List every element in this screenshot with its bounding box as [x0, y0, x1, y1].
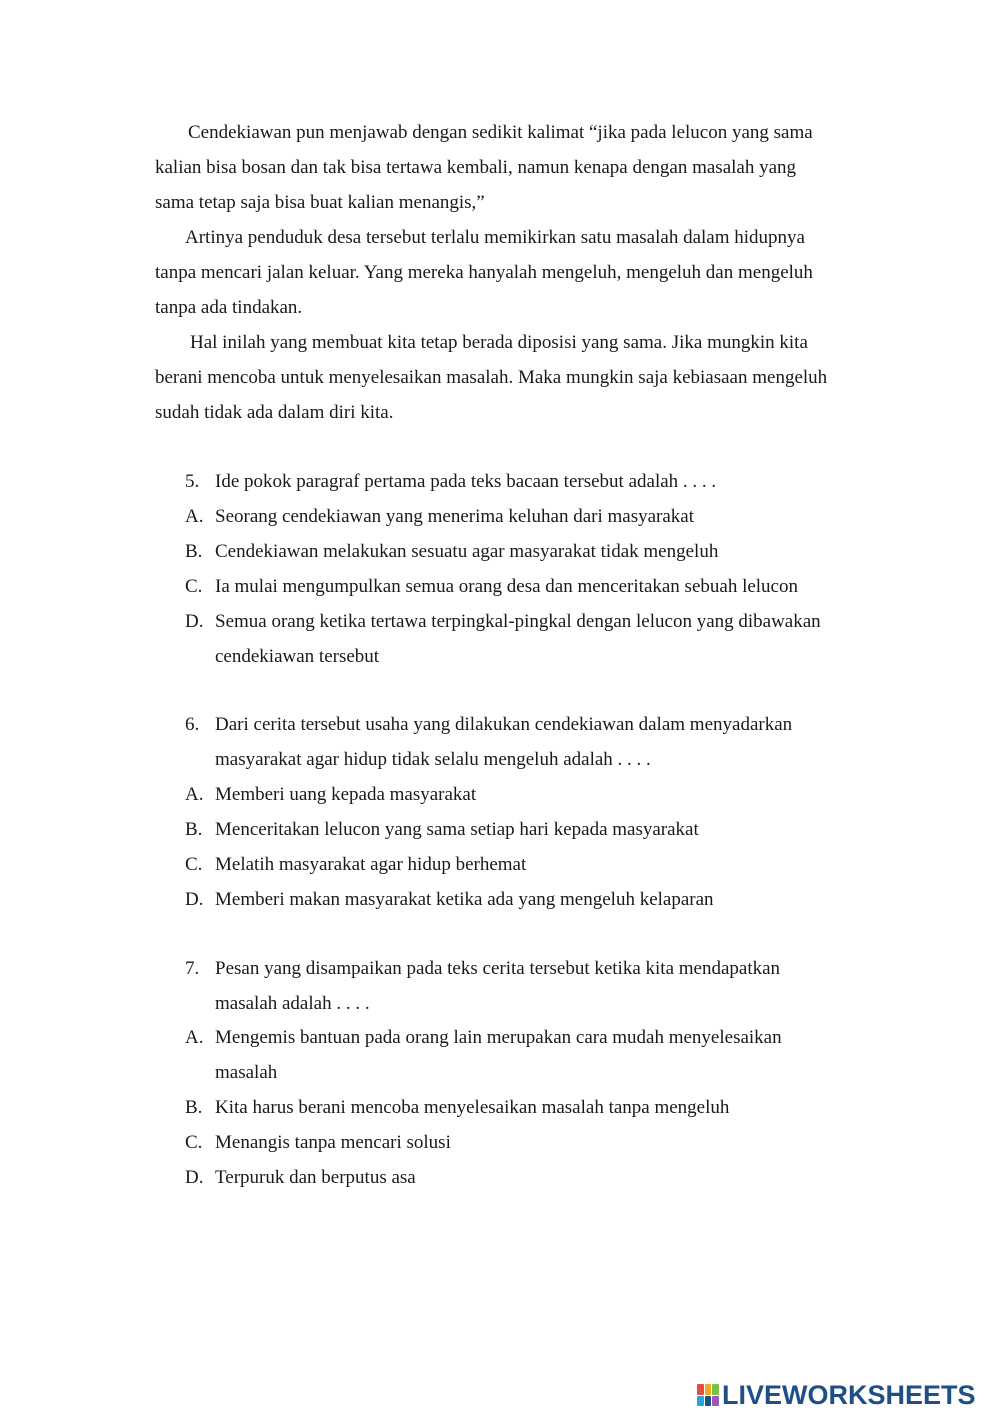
passage-p3-line-2: berani mencoba untuk menyelesaikan masalah. Maka mungkin saja kebiasaan mengeluh [155, 367, 828, 388]
option-letter: C. [185, 1132, 203, 1153]
option-text: Memberi makan masyarakat ketika ada yang mengeluh kelaparan [215, 889, 714, 910]
option-letter: C. [185, 854, 203, 875]
option-letter: B. [185, 819, 203, 840]
option-letter: B. [185, 1097, 203, 1118]
option-text: Mengemis bantuan pada orang lain merupakan cara mudah menyelesaikan [215, 1027, 782, 1048]
option-text: Kita harus berani mencoba menyelesaikan masalah tanpa mengeluh [215, 1097, 730, 1118]
option-text: Menceritakan lelucon yang sama setiap hari kepada masyarakat [215, 819, 699, 840]
liveworksheets-logo [697, 1380, 976, 1410]
option-letter: B. [185, 541, 203, 562]
option-letter: A. [185, 506, 204, 527]
passage-p3-line-1: Hal inilah yang membuat kita tetap berada diposisi yang sama. Jika mungkin kita [190, 332, 808, 353]
passage-p2-line-1: Artinya penduduk desa tersebut terlalu memikirkan satu masalah dalam hidupnya [185, 227, 805, 248]
question-number: 5. [185, 471, 200, 492]
question-number: 6. [185, 714, 200, 735]
option-text: Ia mulai mengumpulkan semua orang desa dan menceritakan sebuah lelucon [215, 576, 798, 597]
option-text: Memberi uang kepada masyarakat [215, 784, 477, 805]
option-text-continued: cendekiawan tersebut [215, 646, 380, 667]
question-text: Dari cerita tersebut usaha yang dilakukan cendekiawan dalam menyadarkan [215, 714, 793, 735]
logo-text: LIVEWORKSHEETS [722, 1380, 976, 1410]
option-text: Semua orang ketika tertawa terpingkal-pingkal dengan lelucon yang dibawakan [215, 611, 821, 632]
option-letter: A. [185, 1027, 204, 1048]
option-letter: D. [185, 1167, 204, 1188]
passage-p3-line-3: sudah tidak ada dalam diri kita. [155, 402, 394, 423]
liveworksheets-logo-mark-icon [697, 1384, 719, 1406]
option-text: Terpuruk dan berputus asa [215, 1167, 416, 1188]
question-text: Ide pokok paragraf pertama pada teks bacaan tersebut adalah . . . . [215, 471, 717, 492]
passage-p1-line-1: Cendekiawan pun menjawab dengan sedikit kalimat “jika pada lelucon yang sama [188, 122, 813, 143]
question-text-continued: masalah adalah . . . . [215, 993, 370, 1014]
option-text: Menangis tanpa mencari solusi [215, 1132, 451, 1153]
passage-p2-line-2: tanpa mencari jalan keluar. Yang mereka hanyalah mengeluh, mengeluh dan mengeluh [155, 262, 813, 283]
option-letter: D. [185, 889, 204, 910]
option-letter: C. [185, 576, 203, 597]
option-text-continued: masalah [215, 1062, 278, 1083]
option-letter: D. [185, 611, 204, 632]
passage-p1-line-3: sama tetap saja bisa buat kalian menangis,” [155, 192, 485, 213]
question-text: Pesan yang disampaikan pada teks cerita tersebut ketika kita mendapatkan [215, 958, 781, 979]
question-text-continued: masyarakat agar hidup tidak selalu mengeluh adalah . . . . [215, 749, 651, 770]
question-number: 7. [185, 958, 200, 979]
option-text: Melatih masyarakat agar hidup berhemat [215, 854, 527, 875]
option-text: Cendekiawan melakukan sesuatu agar masyarakat tidak mengeluh [215, 541, 719, 562]
passage-p1-line-2: kalian bisa bosan dan tak bisa tertawa kembali, namun kenapa dengan masalah yang [155, 157, 797, 178]
passage-p2-line-3: tanpa ada tindakan. [155, 297, 303, 318]
option-text: Seorang cendekiawan yang menerima keluhan dari masyarakat [215, 506, 695, 527]
option-letter: A. [185, 784, 204, 805]
